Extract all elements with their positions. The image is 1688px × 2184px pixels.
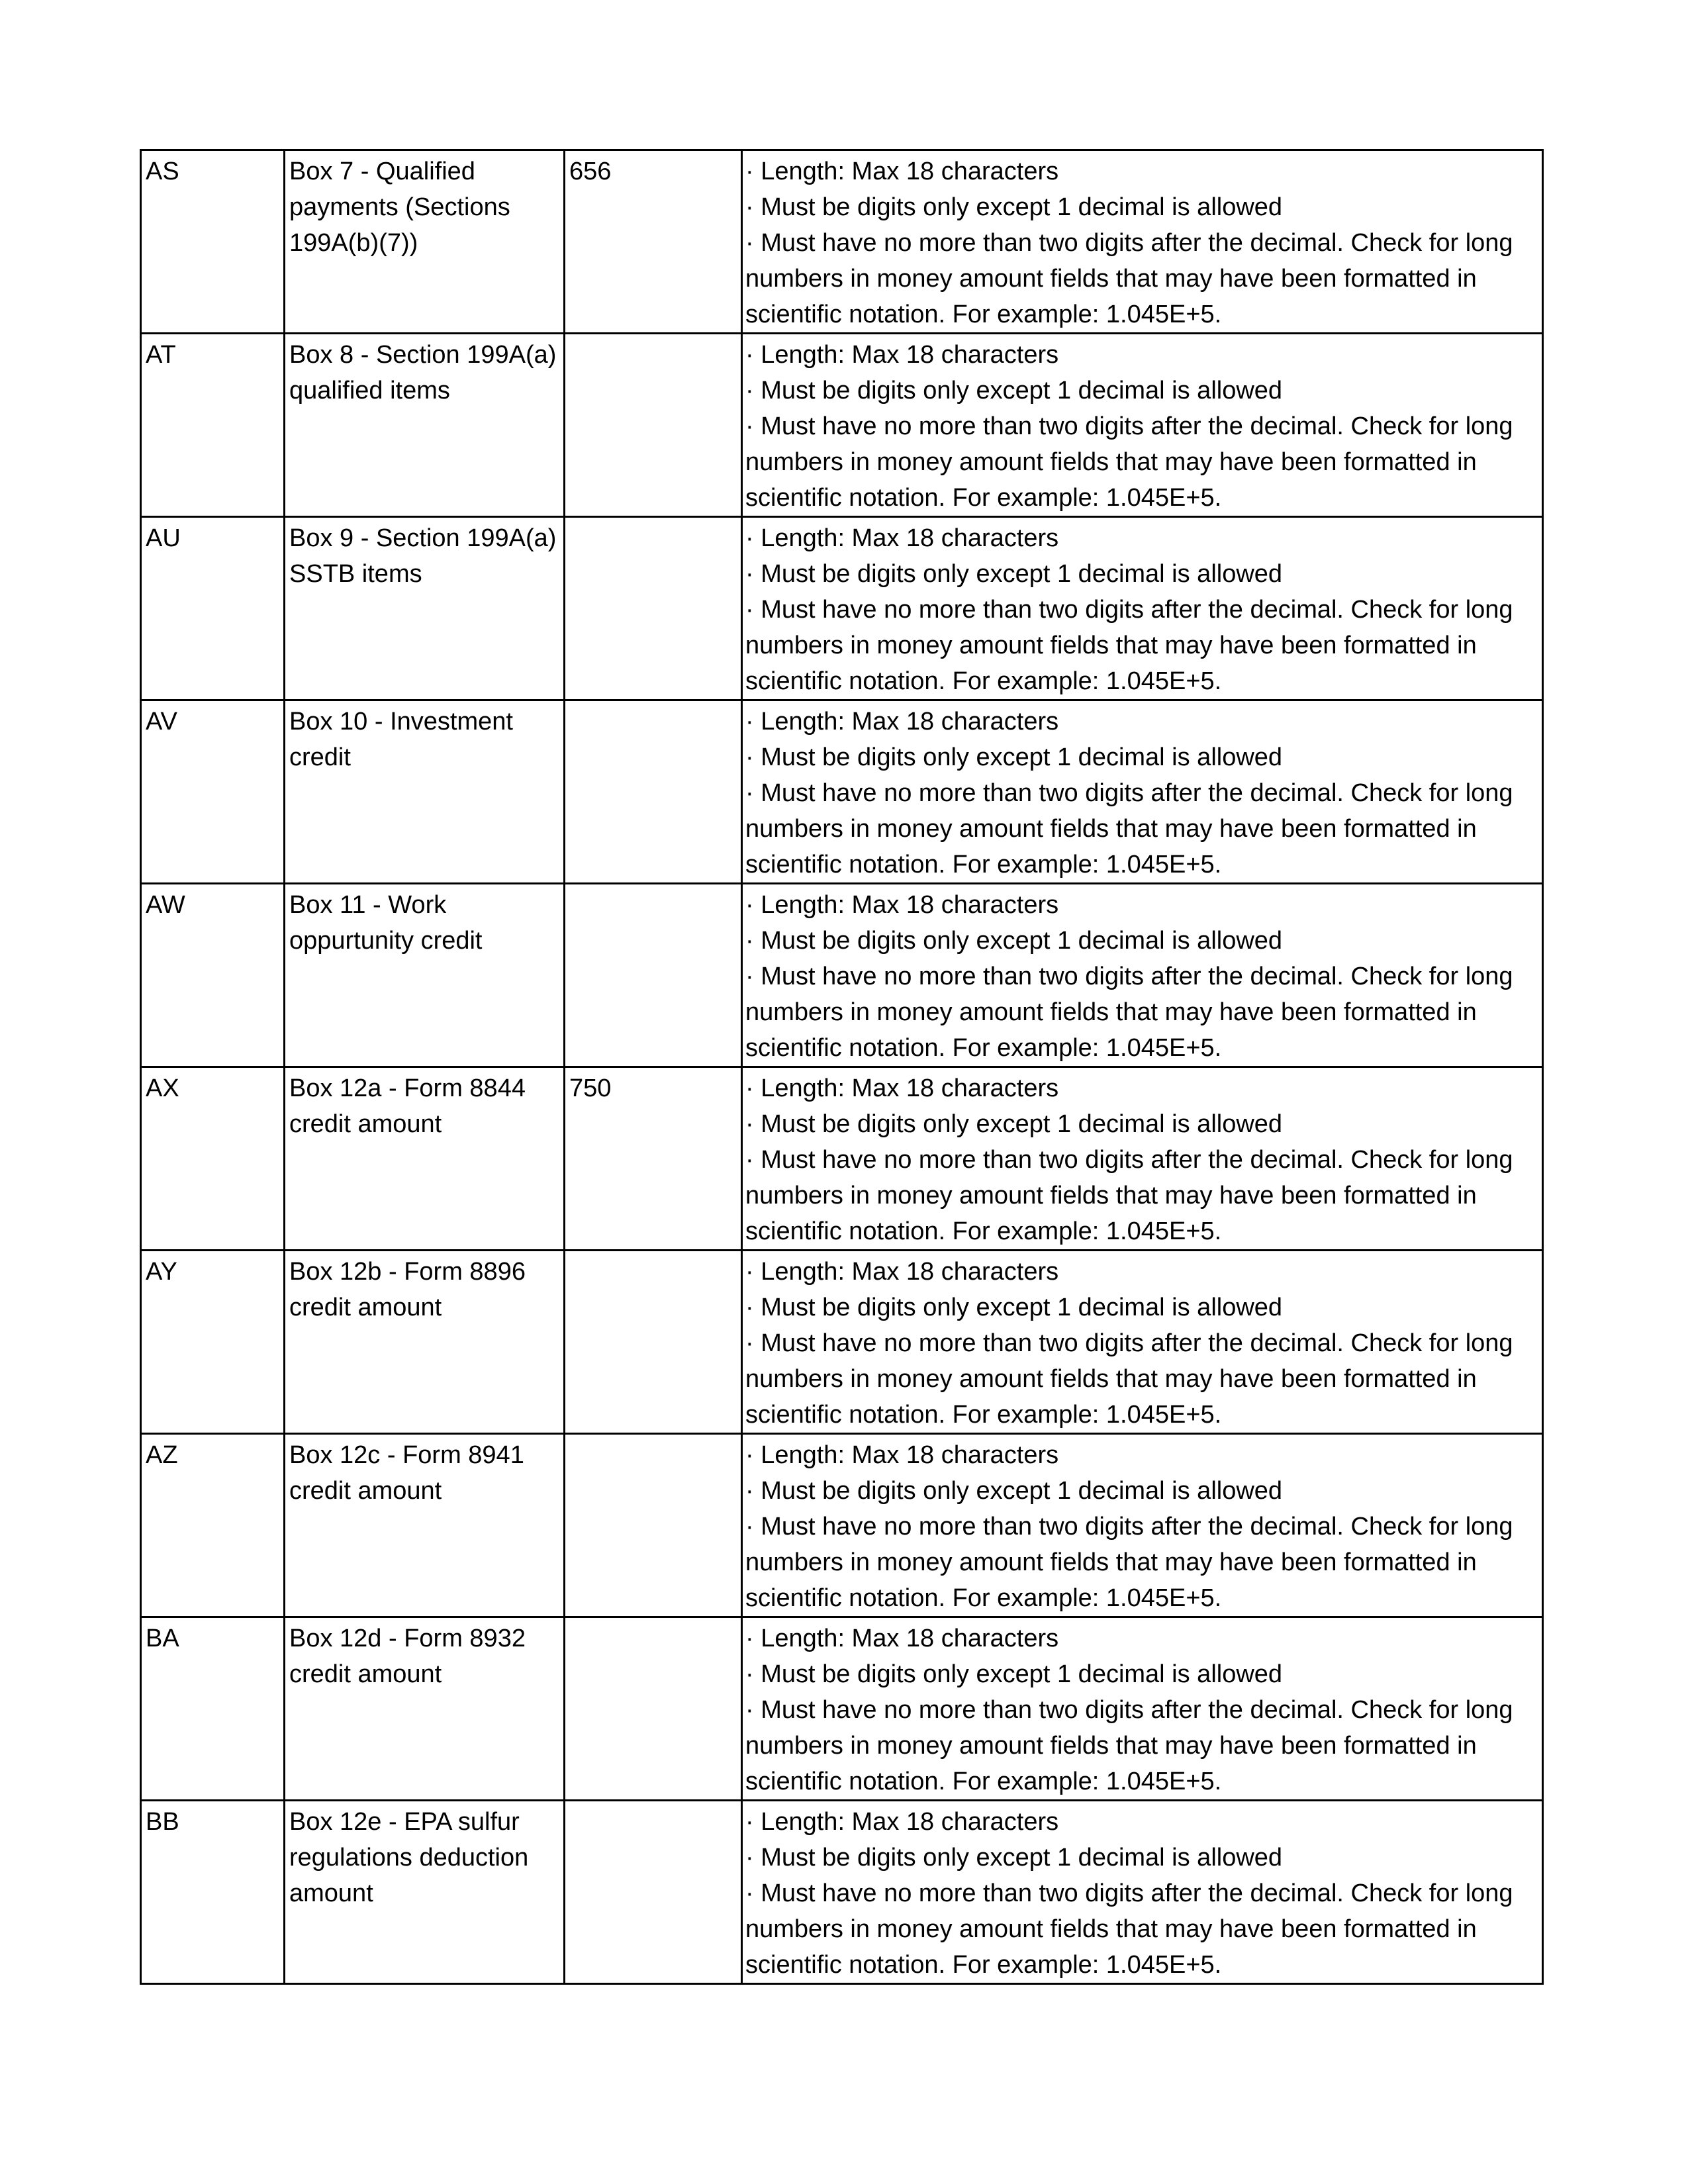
validation-rules-cell xyxy=(742,517,1543,700)
validation-rule: · Length: Max 18 characters xyxy=(745,524,1059,552)
table-row xyxy=(141,700,1543,884)
table-row xyxy=(141,1434,1543,1617)
validation-rules-cell xyxy=(742,1067,1543,1251)
sample-value-cell: 750 xyxy=(565,1067,742,1251)
validation-rules-cell xyxy=(742,150,1543,334)
column-code-cell: AX xyxy=(141,1067,285,1251)
validation-rule: · Length: Max 18 characters xyxy=(745,1625,1059,1652)
validation-rule: · Must have no more than two digits after the decimal. Check for long numbers in money amount fields that may have been formatted in scientific notation. For example: 1.045E+5. xyxy=(745,229,1513,328)
column-code-cell: AU xyxy=(141,517,285,700)
field-name-cell: Box 11 - Work oppurtunity credit xyxy=(285,884,565,1067)
validation-rules-cell xyxy=(742,884,1543,1067)
validation-rule: · Length: Max 18 characters xyxy=(745,1808,1059,1836)
validation-rule: · Must be digits only except 1 decimal is allowed xyxy=(745,1844,1283,1872)
sample-value-cell xyxy=(565,1434,742,1617)
validation-rule: · Must be digits only except 1 decimal is allowed xyxy=(745,927,1283,955)
sample-value-cell xyxy=(565,517,742,700)
validation-rules-cell xyxy=(742,700,1543,884)
column-code-cell: AW xyxy=(141,884,285,1067)
validation-rules-cell xyxy=(742,1801,1543,1984)
field-name-cell: Box 9 - Section 199A(a) SSTB items xyxy=(285,517,565,700)
column-code-cell: AV xyxy=(141,700,285,884)
sample-value-cell: 656 xyxy=(565,150,742,334)
validation-rule: · Length: Max 18 characters xyxy=(745,891,1059,919)
validation-rule: · Must have no more than two digits after the decimal. Check for long numbers in money amount fields that may have been formatted in scientific notation. For example: 1.045E+5. xyxy=(745,1513,1513,1612)
validation-rule: · Length: Max 18 characters xyxy=(745,1258,1059,1286)
validation-rule: · Length: Max 18 characters xyxy=(745,341,1059,369)
field-name-cell: Box 10 - Investment credit xyxy=(285,700,565,884)
validation-rule: · Must have no more than two digits after the decimal. Check for long numbers in money amount fields that may have been formatted in scientific notation. For example: 1.045E+5. xyxy=(745,1879,1513,1979)
table-row xyxy=(141,1251,1543,1434)
field-name-cell: Box 12e - EPA sulfur regulations deduction amount xyxy=(285,1801,565,1984)
column-code-cell: BB xyxy=(141,1801,285,1984)
validation-rule: · Must be digits only except 1 decimal is allowed xyxy=(745,743,1283,771)
field-spec-table xyxy=(140,149,1544,1985)
column-code-cell: AZ xyxy=(141,1434,285,1617)
validation-rule: · Length: Max 18 characters xyxy=(745,158,1059,185)
validation-rule: · Must have no more than two digits after the decimal. Check for long numbers in money amount fields that may have been formatted in scientific notation. For example: 1.045E+5. xyxy=(745,412,1513,512)
validation-rule: · Must have no more than two digits after the decimal. Check for long numbers in money amount fields that may have been formatted in scientific notation. For example: 1.045E+5. xyxy=(745,1696,1513,1795)
validation-rule: · Must have no more than two digits after the decimal. Check for long numbers in money amount fields that may have been formatted in scientific notation. For example: 1.045E+5. xyxy=(745,779,1513,878)
validation-rules-cell xyxy=(742,334,1543,517)
validation-rule: · Must have no more than two digits after the decimal. Check for long numbers in money amount fields that may have been formatted in scientific notation. For example: 1.045E+5. xyxy=(745,1329,1513,1429)
column-code-cell: AY xyxy=(141,1251,285,1434)
table-row xyxy=(141,884,1543,1067)
sample-value-cell xyxy=(565,1617,742,1801)
sample-value-cell xyxy=(565,1251,742,1434)
validation-rule: · Must be digits only except 1 decimal is allowed xyxy=(745,1110,1283,1138)
validation-rules-cell xyxy=(742,1251,1543,1434)
sample-value-cell xyxy=(565,1801,742,1984)
table-row xyxy=(141,1617,1543,1801)
column-code-cell: AS xyxy=(141,150,285,334)
validation-rule: · Must have no more than two digits after the decimal. Check for long numbers in money amount fields that may have been formatted in scientific notation. For example: 1.045E+5. xyxy=(745,1146,1513,1245)
table-row xyxy=(141,1801,1543,1984)
table-row xyxy=(141,334,1543,517)
validation-rule: · Must be digits only except 1 decimal is allowed xyxy=(745,377,1283,404)
field-name-cell: Box 12d - Form 8932 credit amount xyxy=(285,1617,565,1801)
validation-rule: · Length: Max 18 characters xyxy=(745,1074,1059,1102)
validation-rules-cell xyxy=(742,1434,1543,1617)
validation-rule: · Must be digits only except 1 decimal is allowed xyxy=(745,560,1283,588)
table-row xyxy=(141,517,1543,700)
field-name-cell: Box 12a - Form 8844 credit amount xyxy=(285,1067,565,1251)
column-code-cell: AT xyxy=(141,334,285,517)
table-row xyxy=(141,150,1543,334)
validation-rule: · Must be digits only except 1 decimal is allowed xyxy=(745,193,1283,221)
field-name-cell: Box 8 - Section 199A(a) qualified items xyxy=(285,334,565,517)
validation-rule: · Must be digits only except 1 decimal is allowed xyxy=(745,1660,1283,1688)
validation-rule: · Must be digits only except 1 decimal is allowed xyxy=(745,1294,1283,1321)
field-name-cell: Box 12c - Form 8941 credit amount xyxy=(285,1434,565,1617)
validation-rule: · Must have no more than two digits after the decimal. Check for long numbers in money amount fields that may have been formatted in scientific notation. For example: 1.045E+5. xyxy=(745,963,1513,1062)
table-row xyxy=(141,1067,1543,1251)
validation-rule: · Length: Max 18 characters xyxy=(745,1441,1059,1469)
field-name-cell: Box 12b - Form 8896 credit amount xyxy=(285,1251,565,1434)
field-name-cell: Box 7 - Qualified payments (Sections 199A(b)(7)) xyxy=(285,150,565,334)
sample-value-cell xyxy=(565,884,742,1067)
column-code-cell: BA xyxy=(141,1617,285,1801)
validation-rule: · Must have no more than two digits after the decimal. Check for long numbers in money amount fields that may have been formatted in scientific notation. For example: 1.045E+5. xyxy=(745,596,1513,695)
sample-value-cell xyxy=(565,700,742,884)
validation-rule: · Must be digits only except 1 decimal is allowed xyxy=(745,1477,1283,1505)
validation-rule: · Length: Max 18 characters xyxy=(745,708,1059,736)
field-spec-table-body xyxy=(141,150,1543,1984)
sample-value-cell xyxy=(565,334,742,517)
validation-rules-cell xyxy=(742,1617,1543,1801)
